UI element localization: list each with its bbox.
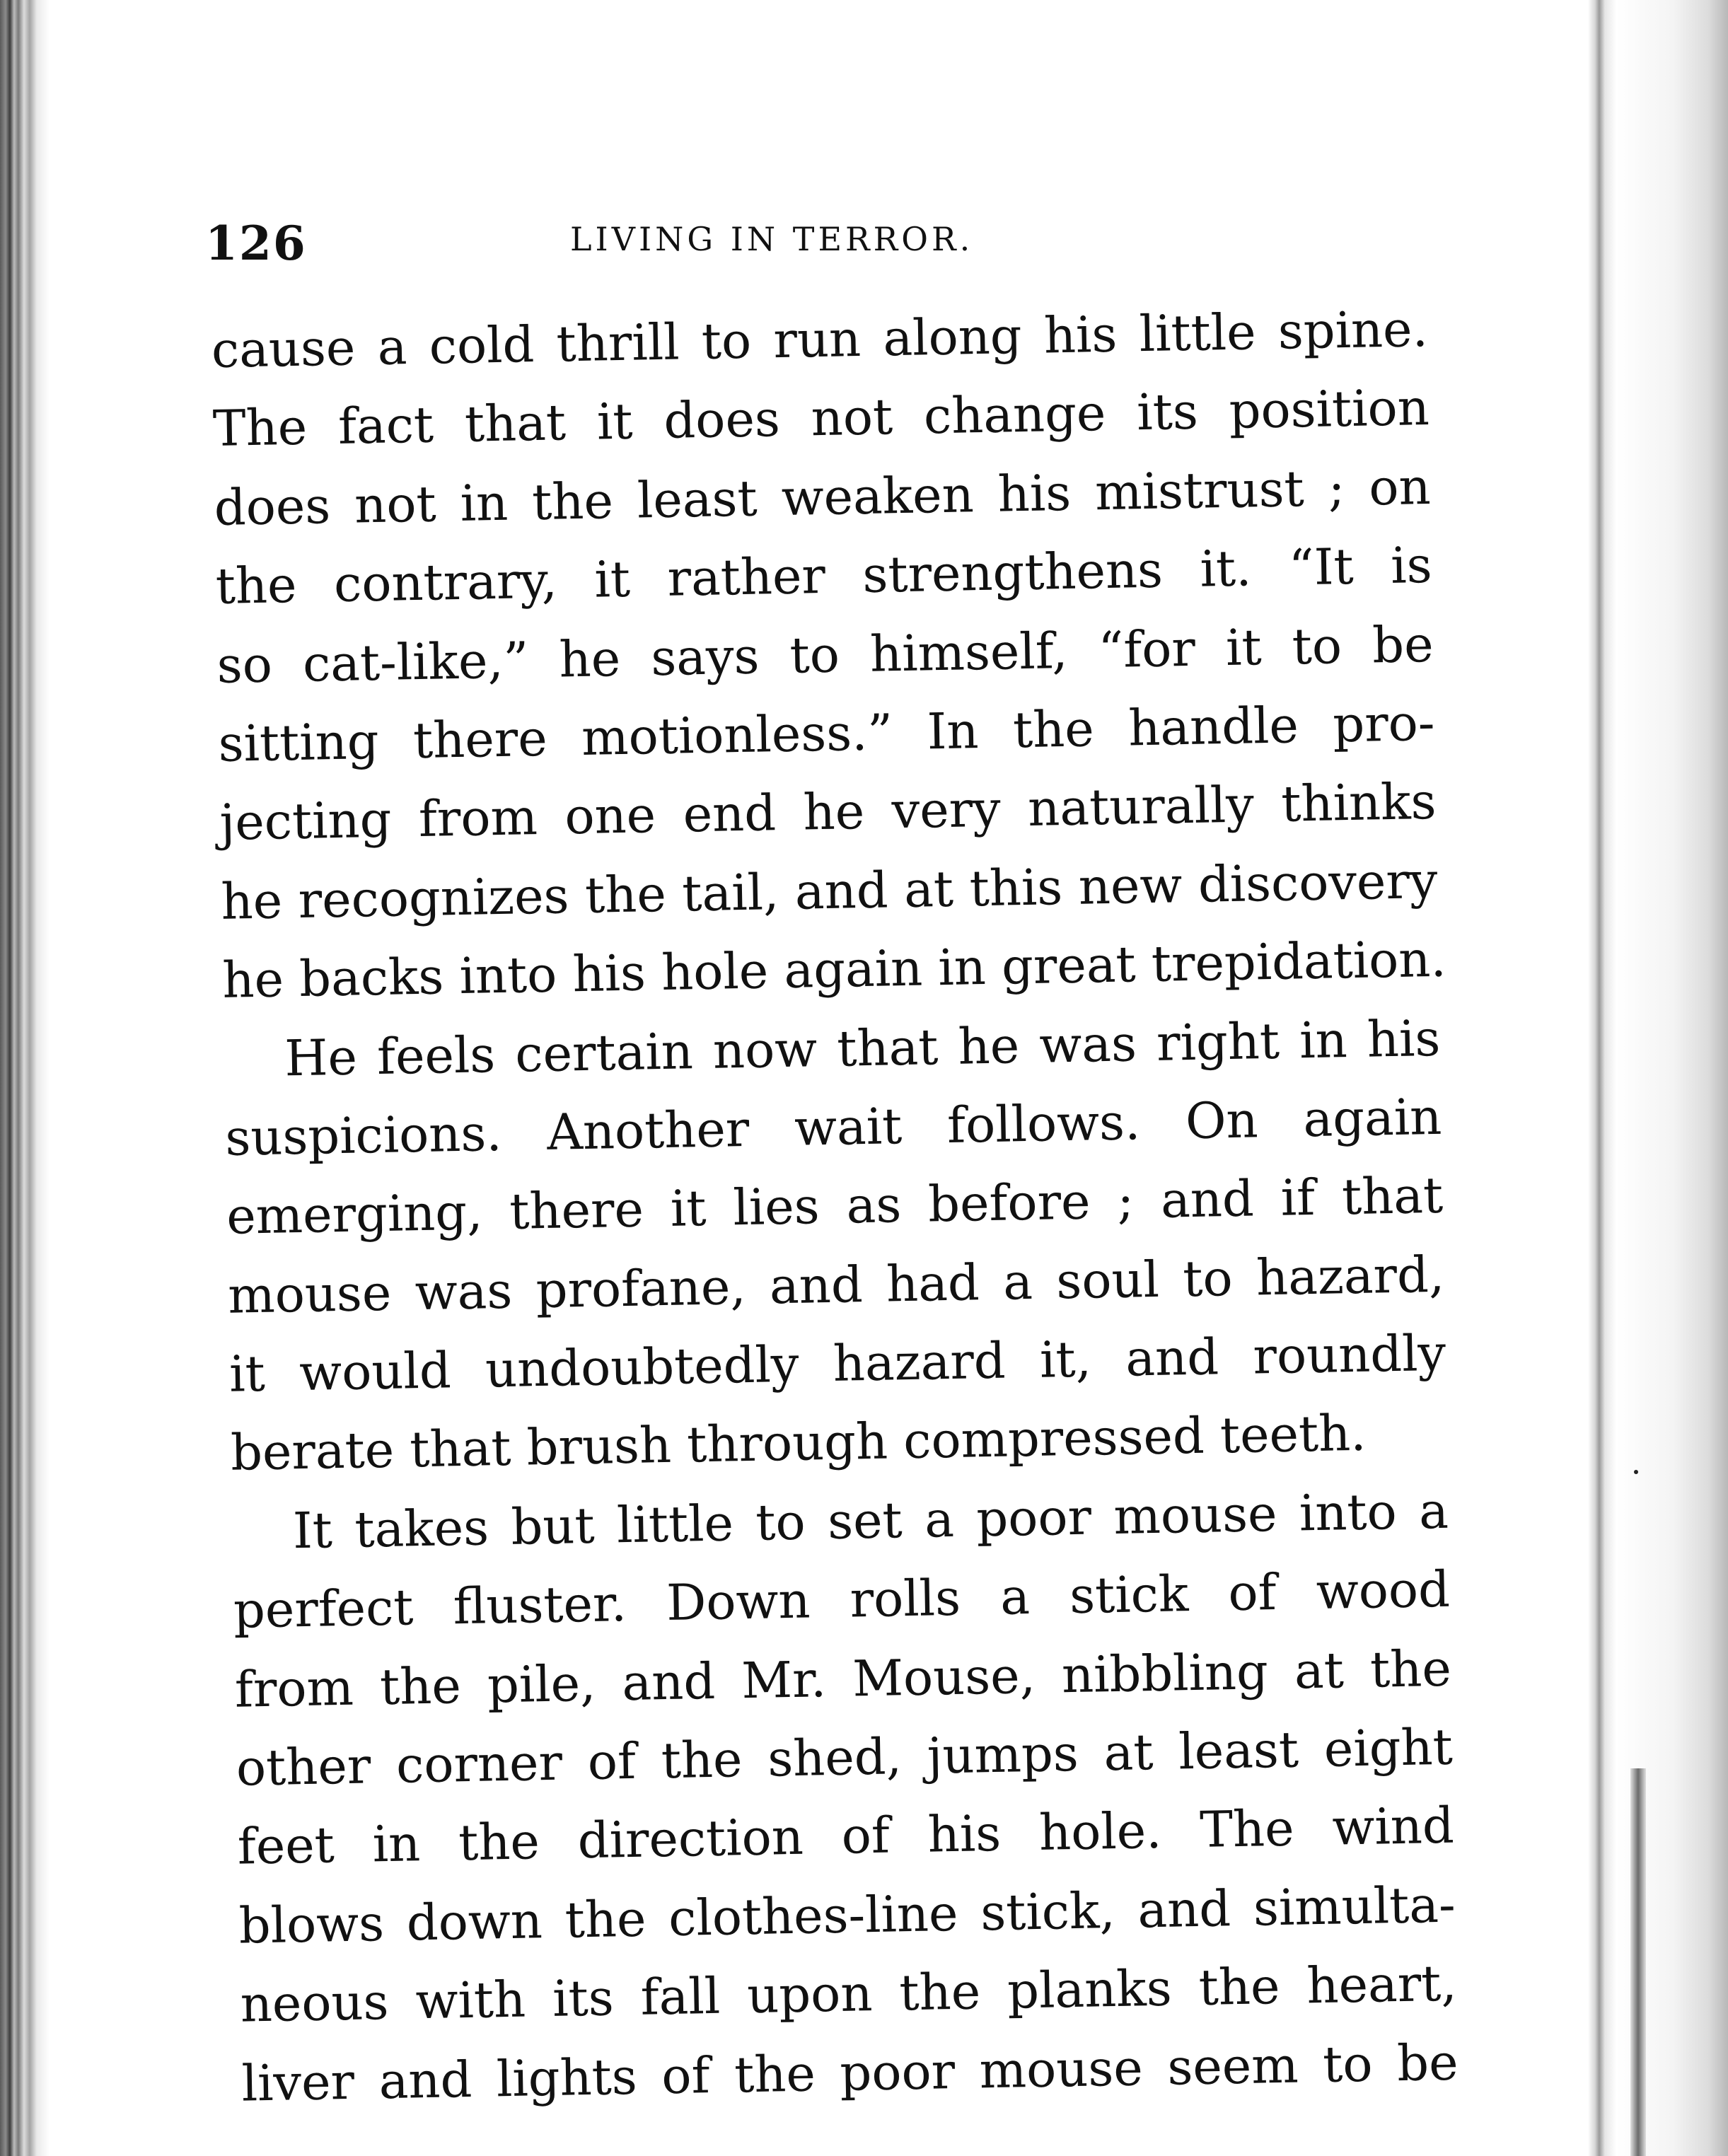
page-number: 126 [205,216,307,271]
text-line: neous with its fall upon the planks the heart, [240,1954,1458,2034]
text-line: it would undoubtedly hazard it, and roundly [228,1323,1446,1403]
text-line: emerging, there it lies as before ; and if that [226,1166,1444,1246]
text-line: he recognizes the tail, and at this new discovery [220,851,1439,931]
paragraph-start-line: He feels certain now that he was right in his [284,1009,1441,1087]
text-line: the contrary, it rather strengthens it. “It is [215,536,1433,616]
text-line: so cat-like,” he says to himself, “for it to be [216,615,1434,695]
text-line: mouse was profane, and had a soul to hazard, [227,1245,1445,1325]
text-line: he backs into his hole again in great trepidation. [221,929,1447,1009]
text-line: does not in the least weaken his mistrust ; on [214,457,1432,537]
binding-edge [0,0,50,2156]
text-line: sitting there motionless.” In the handle pro- [217,693,1436,773]
text-line: feet in the direction of his hole. The wind [237,1797,1455,1877]
text-line: liver and lights of the poor mouse seem to be [241,2033,1459,2113]
running-head: LIVING IN TERROR. [570,220,974,258]
text-line: other corner of the shed, jumps at least eight [236,1717,1454,1797]
text-line: berate that brush through compressed teeth. [230,1404,1367,1483]
text-line: jecting from one end he very naturally thinks [219,772,1437,852]
body-text [211,290,1459,2123]
paragraph-start-line: It takes but little to set a poor mouse into a [292,1481,1449,1560]
text-line: cause a cold thrill to run along his little spine. [211,299,1429,379]
page-header [205,216,1054,272]
text-line: from the pile, and Mr. Mouse, nibbling at the [234,1639,1452,1719]
ink-speck [1634,1470,1638,1474]
text-line: The fact that it does not change its position [212,378,1430,458]
text-line: perfect fluster. Down rolls a stick of wood [233,1560,1451,1640]
text-line: blows down the clothes-line stick, and simulta- [238,1875,1456,1955]
text-line: suspicions. Another wait follows. On again [224,1087,1442,1167]
page-edge [1588,0,1728,2156]
